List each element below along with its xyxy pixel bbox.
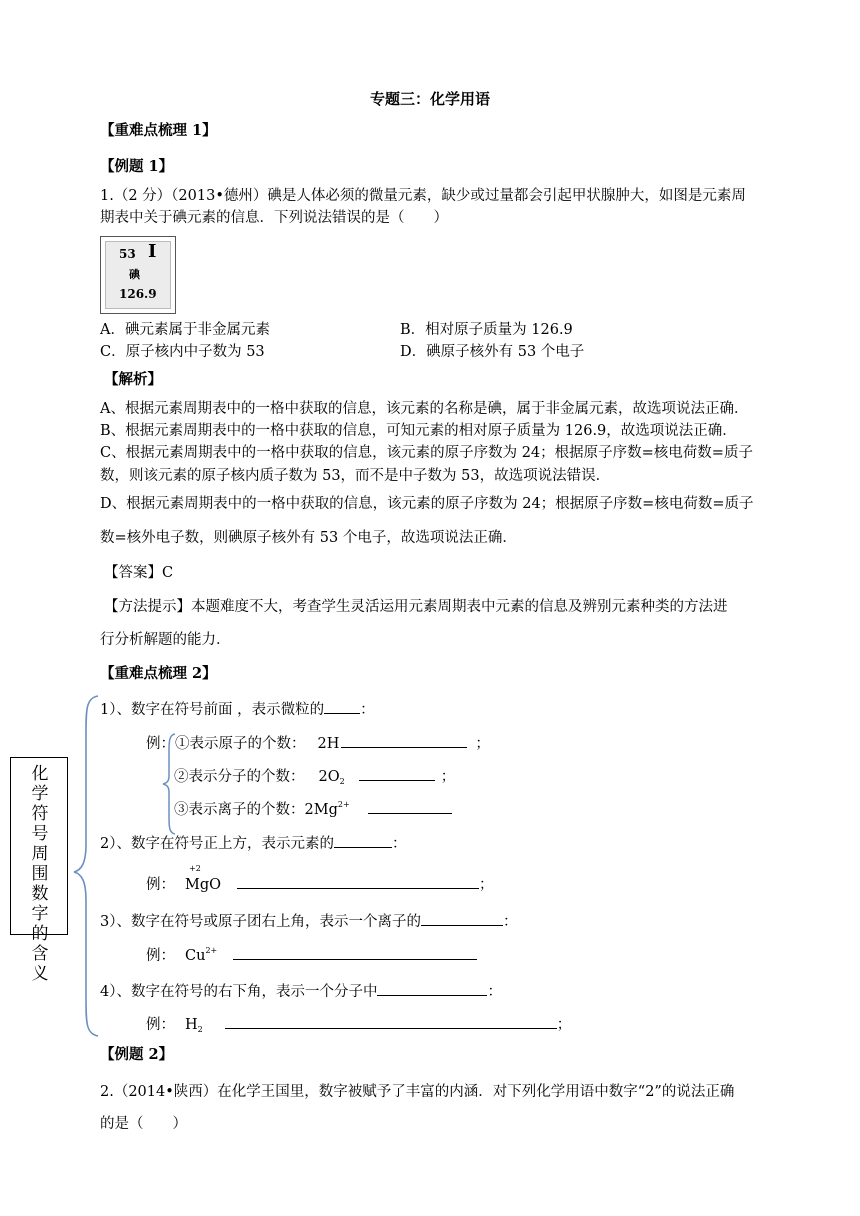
example-subscript: 例： $H_2$ ； xyxy=(146,1014,571,1035)
example-ion-charge: 例： $Cu^{2+}$ xyxy=(146,945,477,966)
analysis-a: A、根据元素周期表中的一格中获取的信息，该元素的名称是碘，属于非金属元素，故选项说法正确． xyxy=(100,401,749,417)
question-1-line-1: 1.（2 分）（2013•德州）碘是人体必须的微量元素，缺少或过量都会引起甲状腺肿大，如图是元素周 xyxy=(100,188,746,204)
page-title: 专题三：化学用语 xyxy=(370,90,491,108)
question-2-line-1: 2.（2014•陕西）在化学王国里，数字被赋予了丰富的内涵．对下列化学用语中数字“2”的说法正确 xyxy=(100,1084,735,1100)
sub-example-molecules: ②表示分子的个数： $2O_2$ ； xyxy=(174,766,455,787)
example-valence: 例： +2 MgO ； xyxy=(146,864,494,893)
cell-atomic-number: 53 xyxy=(119,247,136,261)
section-heading-1: 【重难点梳理 1】 xyxy=(100,122,217,139)
question-1-line-2: 期表中关于碘元素的信息．下列说法错误的是（ ） xyxy=(100,210,448,226)
sub-example-ions: ③表示离子的个数：$2Mg^{2+}$ xyxy=(174,799,452,820)
large-brace xyxy=(72,694,102,1038)
method-tip-line-2: 行分析解题的能力． xyxy=(100,632,231,648)
example-heading-2: 【例题 2】 xyxy=(100,1046,174,1063)
cell-symbol: I xyxy=(148,241,157,262)
answer: 【答案】C xyxy=(104,565,174,581)
option-a: A．碘元素属于非金属元素 xyxy=(100,322,270,338)
iodine-periodic-cell xyxy=(100,236,176,314)
method-tip-line-1: 【方法提示】本题难度不大，考查学生灵活运用元素周期表中元素的信息及辨别元素种类的方法进 xyxy=(104,599,728,615)
concept-side-label: 化 学 符 号 周 围 数 字 的 含 义 xyxy=(31,764,49,984)
example-heading-1: 【例题 1】 xyxy=(100,158,174,175)
concept-point-3: 3）、数字在符号或原子团右上角，表示一个离子的 ： xyxy=(100,911,517,932)
option-d: D．碘原子核外有 53 个电子 xyxy=(400,344,585,360)
option-c: C．原子核内中子数为 53 xyxy=(100,344,265,360)
analysis-c-line-2: 数，则该元素的原子核内质子数为 53，而不是中子数为 53，故选项说法错误． xyxy=(100,468,611,484)
section-heading-2: 【重难点梳理 2】 xyxy=(100,665,217,682)
analysis-c-line-1: C、根据元素周期表中的一格中获取的信息，该元素的原子序数为 24；根据原子序数=核电荷数=质子 xyxy=(100,445,753,461)
cell-atomic-mass: 126.9 xyxy=(119,287,157,301)
cell-element-name: 碘 xyxy=(129,268,140,281)
question-2-line-2: 的是（ ） xyxy=(100,1116,187,1132)
concept-point-4: 4）、数字在符号的右下角，表示一个分子中 ： xyxy=(100,981,502,1002)
concept-point-1: 1）、数字在符号前面 ，表示微粒的 ： xyxy=(100,699,375,720)
analysis-b: B、根据元素周期表中的一格中获取的信息，可知元素的相对原子质量为 126.9，故选项说法正确． xyxy=(100,423,737,439)
analysis-d-line-2: 数=核外电子数，则碘原子核外有 53 个电子，故选项说法正确． xyxy=(100,530,517,546)
analysis-d-line-1: D、根据元素周期表中的一格中获取的信息，该元素的原子序数为 24；根据原子序数=核电荷数=质子 xyxy=(100,496,754,512)
analysis-heading: 【解析】 xyxy=(104,371,162,388)
concept-point-2: 2）、数字在符号正上方，表示元素的 ： xyxy=(100,833,406,854)
option-b: B．相对原子质量为 126.9 xyxy=(400,322,573,338)
sub-example-atoms: 例：①表示原子的个数： 2H ； xyxy=(146,733,490,754)
